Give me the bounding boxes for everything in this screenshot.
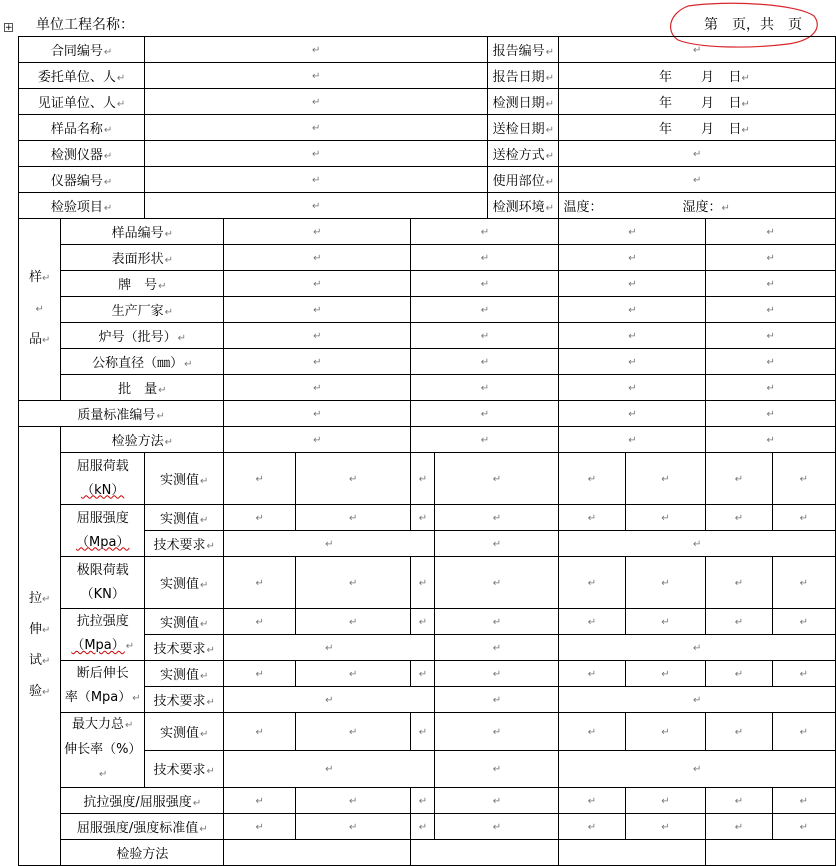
requirement-cell[interactable]: ↵ <box>435 750 559 788</box>
measure-cell[interactable]: ↵ <box>435 453 559 505</box>
tensile-cell[interactable]: ↵ <box>411 427 559 453</box>
measured-label: 实测值↵ <box>145 609 224 635</box>
row-tensile-strength <box>19 609 836 635</box>
test-env-label: 检测环境↵ <box>488 193 559 219</box>
requirement-label: 技术要求↵ <box>145 687 224 713</box>
measure-cell[interactable]: ↵ <box>435 609 559 635</box>
sample-cell[interactable]: ↵ <box>706 375 836 401</box>
instrument-no-label: 仪器编号↵ <box>19 167 145 193</box>
measure-cell[interactable]: ↵ <box>559 557 625 609</box>
ratio-yield-standard-label: 屈服强度/强度标准值↵ <box>61 814 224 840</box>
project-name-label: 单位工程名称： <box>36 17 134 33</box>
measure-cell[interactable]: ↵ <box>224 557 296 609</box>
sample-cell[interactable]: ↵ <box>411 375 559 401</box>
measure-cell[interactable]: ↵ <box>706 505 772 531</box>
use-location-field[interactable]: ↵ <box>559 167 836 193</box>
tensile-cell[interactable]: ↵ <box>559 427 706 453</box>
sample-cell[interactable]: ↵ <box>224 375 411 401</box>
sample-cell[interactable]: ↵ <box>559 401 706 427</box>
row-batch <box>19 375 836 401</box>
measure-cell[interactable]: ↵ <box>435 814 559 840</box>
sample-cell[interactable]: ↵ <box>224 323 411 349</box>
row-ratio-tensile-yield <box>19 788 836 814</box>
sample-cell[interactable]: ↵ <box>706 323 836 349</box>
measured-label: 实测值↵ <box>145 661 224 687</box>
test-item-label: 检验项目↵ <box>19 193 145 219</box>
measure-cell[interactable]: ↵ <box>435 713 559 751</box>
row-sample-name <box>19 115 836 141</box>
test-date-field[interactable]: 年 月 日↵ <box>559 89 836 115</box>
requirement-cell[interactable]: ↵ <box>224 635 435 661</box>
page-number-info: 第 页，共 页 <box>704 17 802 33</box>
row-sample-no <box>19 219 836 245</box>
measure-cell[interactable]: ↵ <box>224 609 296 635</box>
sample-cell[interactable]: ↵ <box>559 375 706 401</box>
row-heat-no <box>19 323 836 349</box>
row-client <box>19 63 836 89</box>
yield-load-label: 屈服荷载 （kN） <box>61 453 145 505</box>
test-env-field[interactable]: 温度： 湿度：↵ <box>559 193 836 219</box>
measure-cell[interactable]: ↵ <box>411 713 435 751</box>
contract-no-label: 合同编号↵ <box>19 37 145 63</box>
sample-cell[interactable]: ↵ <box>411 219 559 245</box>
row-standard <box>19 401 836 427</box>
ultimate-load-label: 极限荷载 （KN） <box>61 557 145 609</box>
sample-cell[interactable]: ↵ <box>559 271 706 297</box>
sample-row-label: 批 量↵ <box>61 375 224 401</box>
row-manufacturer <box>19 297 836 323</box>
measure-cell[interactable]: ↵ <box>296 609 411 635</box>
measure-cell[interactable]: ↵ <box>706 713 772 751</box>
measure-cell[interactable]: ↵ <box>411 609 435 635</box>
report-no-label: 报告编号↵ <box>488 37 559 63</box>
measure-cell[interactable]: ↵ <box>625 609 706 635</box>
client-field[interactable]: ↵ <box>145 63 488 89</box>
measure-cell[interactable]: ↵ <box>625 814 706 840</box>
row-ratio-yield-standard <box>19 814 836 840</box>
measure-cell[interactable]: ↵ <box>224 788 296 814</box>
row-grade <box>19 271 836 297</box>
ratio-tensile-yield-label: 抗拉强度/屈服强度↵ <box>61 788 224 814</box>
measure-cell[interactable]: ↵ <box>224 505 296 531</box>
sample-group-label: 样↵ ↵ 品↵ <box>19 219 61 401</box>
measure-cell[interactable]: ↵ <box>296 713 411 751</box>
sample-cell[interactable]: ↵ <box>706 401 836 427</box>
yield-strength-label: 屈服强度 （Mpa） <box>61 505 145 557</box>
tensile-cell[interactable] <box>224 840 411 866</box>
requirement-cell[interactable]: ↵ <box>435 635 559 661</box>
measure-cell[interactable]: ↵ <box>559 453 625 505</box>
measure-cell[interactable]: ↵ <box>224 814 296 840</box>
measure-cell[interactable]: ↵ <box>435 557 559 609</box>
sample-cell[interactable]: ↵ <box>411 401 559 427</box>
row-instrument-no <box>19 167 836 193</box>
sample-cell[interactable]: ↵ <box>706 219 836 245</box>
use-location-label: 使用部位↵ <box>488 167 559 193</box>
measured-label: 实测值↵ <box>145 505 224 531</box>
report-date-field[interactable]: 年 月 日↵ <box>559 63 836 89</box>
row-ultimate-load <box>19 557 836 609</box>
measure-cell[interactable]: ↵ <box>706 661 772 687</box>
measure-cell[interactable]: ↵ <box>706 557 772 609</box>
sample-row-label: 炉号（批号）↵ <box>61 323 224 349</box>
sample-cell[interactable]: ↵ <box>224 271 411 297</box>
measure-cell[interactable]: ↵ <box>559 788 625 814</box>
measure-cell[interactable]: ↵ <box>625 557 706 609</box>
tensile-strength-label: 抗拉强度 （Mpa）↵ <box>61 609 145 661</box>
elongation-label: 断后伸长 率（Mpa）↵ <box>61 661 145 713</box>
row-surface <box>19 245 836 271</box>
measure-cell[interactable]: ↵ <box>296 788 411 814</box>
measured-label: 实测值↵ <box>145 453 224 505</box>
measure-cell[interactable]: ↵ <box>625 453 706 505</box>
row-test-method <box>19 427 836 453</box>
sample-row-label: 公称直径（㎜）↵ <box>61 349 224 375</box>
test-item-field[interactable]: ↵ <box>145 193 488 219</box>
row-contract <box>19 37 836 63</box>
temperature-label: 温度： <box>563 200 603 215</box>
measure-cell[interactable]: ↵ <box>706 453 772 505</box>
measure-cell[interactable]: ↵ <box>772 713 835 751</box>
row-instrument <box>19 141 836 167</box>
sample-cell[interactable]: ↵ <box>411 271 559 297</box>
report-no-field[interactable]: ↵ <box>559 37 836 63</box>
sample-row-label: 生产厂家↵ <box>61 297 224 323</box>
report-date-label: 报告日期↵ <box>488 63 559 89</box>
table-move-handle-icon[interactable]: + <box>5 23 13 33</box>
tensile-cell[interactable]: ↵ <box>224 427 411 453</box>
requirement-label: 技术要求↵ <box>145 750 224 788</box>
sample-cell[interactable]: ↵ <box>706 349 836 375</box>
requirement-cell[interactable]: ↵ <box>435 531 559 557</box>
sample-name-label: 样品名称↵ <box>19 115 145 141</box>
next-row-label: 检验方法 <box>61 840 224 866</box>
measured-label: 实测值↵ <box>145 557 224 609</box>
requirement-cell[interactable]: ↵ <box>224 531 435 557</box>
sample-cell[interactable]: ↵ <box>411 349 559 375</box>
measure-cell[interactable]: ↵ <box>625 713 706 751</box>
measure-cell[interactable]: ↵ <box>625 788 706 814</box>
measure-cell[interactable]: ↵ <box>559 505 625 531</box>
measure-cell[interactable]: ↵ <box>706 814 772 840</box>
tensile-cell[interactable]: ↵ <box>706 427 836 453</box>
sample-cell[interactable]: ↵ <box>559 349 706 375</box>
row-next-partial <box>19 840 836 866</box>
sample-cell[interactable]: ↵ <box>224 401 411 427</box>
measure-cell[interactable]: ↵ <box>559 661 625 687</box>
row-yield-strength <box>19 505 836 531</box>
sample-name-field[interactable]: ↵ <box>145 115 488 141</box>
measure-cell[interactable]: ↵ <box>411 661 435 687</box>
requirement-cell[interactable]: ↵ <box>559 750 836 788</box>
test-report-table <box>18 36 836 866</box>
measure-cell[interactable]: ↵ <box>411 814 435 840</box>
instrument-label: 检测仪器↵ <box>19 141 145 167</box>
sample-cell[interactable]: ↵ <box>411 323 559 349</box>
contract-no-field[interactable]: ↵ <box>145 37 488 63</box>
requirement-cell[interactable]: ↵ <box>224 750 435 788</box>
sample-cell[interactable]: ↵ <box>224 245 411 271</box>
row-witness <box>19 89 836 115</box>
tensile-cell[interactable] <box>411 840 559 866</box>
requirement-label: 技术要求↵ <box>145 635 224 661</box>
test-date-label: 检测日期↵ <box>488 89 559 115</box>
measure-cell[interactable]: ↵ <box>772 788 835 814</box>
submit-method-label: 送检方式↵ <box>488 141 559 167</box>
measure-cell[interactable]: ↵ <box>625 505 706 531</box>
measure-cell[interactable]: ↵ <box>772 661 835 687</box>
standard-no-label: 质量标准编号↵ <box>19 401 224 427</box>
row-yield-load <box>19 453 836 505</box>
measure-cell[interactable]: ↵ <box>435 661 559 687</box>
form-header <box>0 0 836 36</box>
sample-cell[interactable]: ↵ <box>559 219 706 245</box>
measure-cell[interactable]: ↵ <box>625 661 706 687</box>
measure-cell[interactable]: ↵ <box>224 661 296 687</box>
sample-cell[interactable]: ↵ <box>224 349 411 375</box>
sample-cell[interactable]: ↵ <box>224 297 411 323</box>
measure-cell[interactable]: ↵ <box>296 814 411 840</box>
measure-cell[interactable]: ↵ <box>435 505 559 531</box>
sample-cell[interactable]: ↵ <box>706 245 836 271</box>
measure-cell[interactable]: ↵ <box>411 505 435 531</box>
measure-cell[interactable]: ↵ <box>559 814 625 840</box>
measure-cell[interactable]: ↵ <box>772 609 835 635</box>
submit-date-label: 送检日期↵ <box>488 115 559 141</box>
measure-cell[interactable]: ↵ <box>224 713 296 751</box>
measure-cell[interactable]: ↵ <box>296 661 411 687</box>
measure-cell[interactable]: ↵ <box>772 814 835 840</box>
witness-field[interactable]: ↵ <box>145 89 488 115</box>
measure-cell[interactable]: ↵ <box>559 609 625 635</box>
measure-cell[interactable]: ↵ <box>559 713 625 751</box>
requirement-cell[interactable]: ↵ <box>224 687 435 713</box>
row-elongation <box>19 661 836 687</box>
measure-cell[interactable]: ↵ <box>772 505 835 531</box>
measure-cell[interactable]: ↵ <box>411 557 435 609</box>
measure-cell[interactable]: ↵ <box>296 505 411 531</box>
sample-cell[interactable]: ↵ <box>411 297 559 323</box>
tensile-cell[interactable] <box>559 840 706 866</box>
witness-label: 见证单位、人↵ <box>19 89 145 115</box>
sample-cell[interactable]: ↵ <box>411 245 559 271</box>
row-diameter <box>19 349 836 375</box>
row-test-item <box>19 193 836 219</box>
sample-cell[interactable]: ↵ <box>559 323 706 349</box>
test-method-label: 检验方法↵ <box>61 427 224 453</box>
submit-date-field[interactable]: 年 月 日↵ <box>559 115 836 141</box>
tensile-cell[interactable] <box>706 840 836 866</box>
measure-cell[interactable]: ↵ <box>706 788 772 814</box>
sample-row-label: 表面形状↵ <box>61 245 224 271</box>
measure-cell[interactable]: ↵ <box>772 557 835 609</box>
measure-cell[interactable]: ↵ <box>772 453 835 505</box>
client-label: 委托单位、人↵ <box>19 63 145 89</box>
measure-cell[interactable]: ↵ <box>224 453 296 505</box>
requirement-cell[interactable]: ↵ <box>559 635 836 661</box>
sample-cell[interactable]: ↵ <box>706 271 836 297</box>
requirement-cell[interactable]: ↵ <box>559 687 836 713</box>
sample-row-label: 牌 号↵ <box>61 271 224 297</box>
humidity-label: 湿度： <box>682 200 722 215</box>
sample-row-label: 样品编号↵ <box>61 219 224 245</box>
measure-cell[interactable]: ↵ <box>411 788 435 814</box>
submit-method-field[interactable]: ↵ <box>559 141 836 167</box>
sample-cell[interactable]: ↵ <box>224 219 411 245</box>
measured-label: 实测值↵ <box>145 713 224 751</box>
measure-cell[interactable]: ↵ <box>296 453 411 505</box>
measure-cell[interactable]: ↵ <box>296 557 411 609</box>
measure-cell[interactable]: ↵ <box>411 453 435 505</box>
sample-cell[interactable]: ↵ <box>559 245 706 271</box>
sample-cell[interactable]: ↵ <box>559 297 706 323</box>
sample-cell[interactable]: ↵ <box>706 297 836 323</box>
requirement-cell[interactable]: ↵ <box>435 687 559 713</box>
requirement-cell[interactable]: ↵ <box>559 531 836 557</box>
requirement-label: 技术要求↵ <box>145 531 224 557</box>
measure-cell[interactable]: ↵ <box>435 788 559 814</box>
total-elongation-label: 最大力总↵ 伸长率（%）↵ <box>61 713 145 788</box>
instrument-no-field[interactable]: ↵ <box>145 167 488 193</box>
measure-cell[interactable]: ↵ <box>706 609 772 635</box>
instrument-field[interactable]: ↵ <box>145 141 488 167</box>
row-total-elongation <box>19 713 836 751</box>
tensile-group-label: 拉↵ 伸↵ 试↵ 验↵ <box>19 427 61 866</box>
